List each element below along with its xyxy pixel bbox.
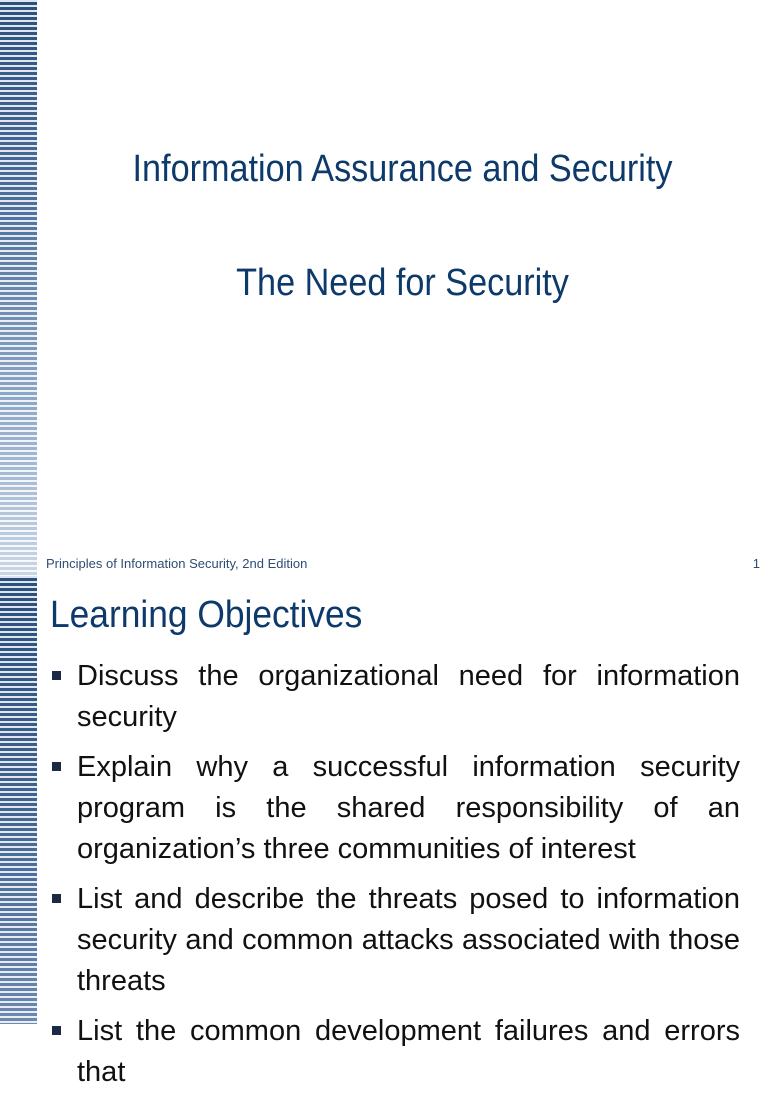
objectives-list: [50, 656, 740, 1102]
list-item-text: List and describe the threats posed to information security and common attacks associated with those threats: [77, 883, 740, 997]
square-bullet-icon: [52, 894, 61, 903]
slide-heading: Learning Objectives: [50, 594, 363, 636]
slide-subtitle: The Need for Security: [236, 262, 569, 304]
list-item-text: Explain why a successful information security program is the shared responsibility of an organization’s three communities of interest: [77, 751, 740, 865]
square-bullet-icon: [52, 762, 61, 771]
objectives-slide: [0, 576, 768, 1088]
slide-footer: Principles of Information Security, 2nd Edition: [46, 556, 308, 571]
list-item: [50, 1011, 740, 1093]
decorative-stripe: [0, 0, 37, 576]
list-item-text: List the common development failures and errors that: [77, 1015, 740, 1088]
list-item: [50, 879, 740, 1002]
slide-page-number: 1: [752, 556, 760, 571]
decorative-stripe: [0, 576, 37, 1024]
list-item-text: Discuss the organizational need for information security: [77, 660, 740, 733]
square-bullet-icon: [52, 671, 61, 680]
square-bullet-icon: [52, 1026, 61, 1035]
slide-title: Information Assurance and Security: [132, 148, 673, 190]
list-item: [50, 656, 740, 738]
list-item: [50, 747, 740, 870]
